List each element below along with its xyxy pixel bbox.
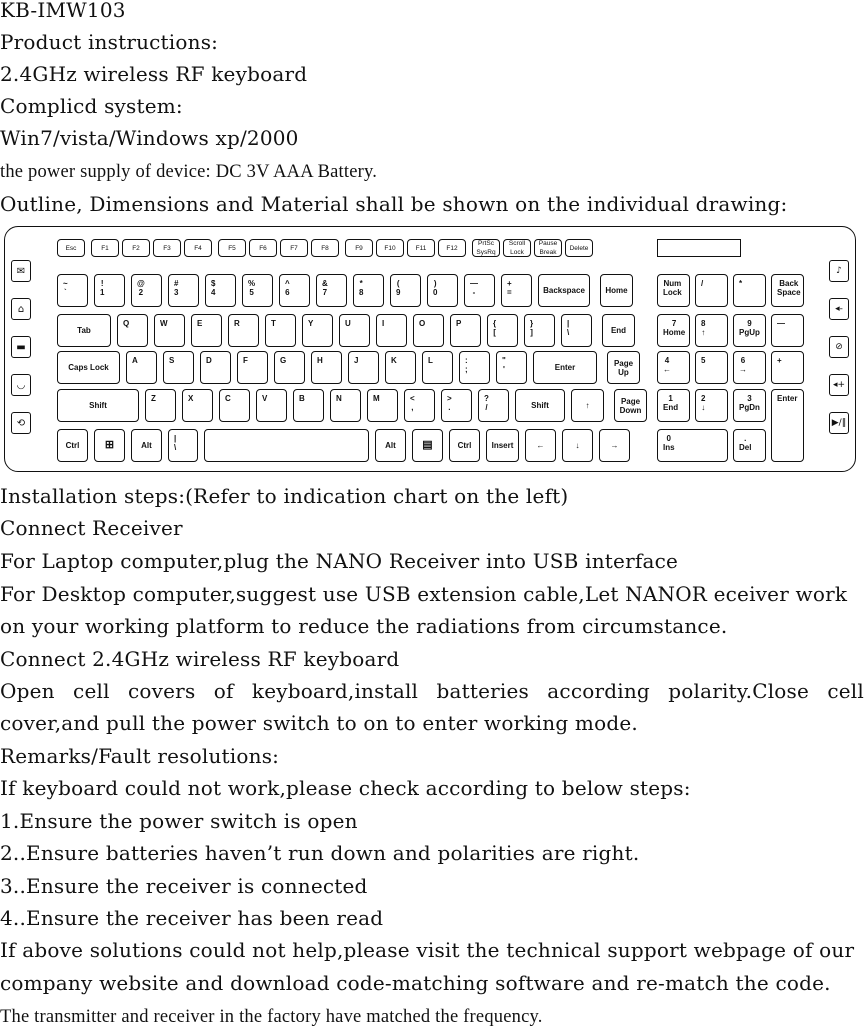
key-label: F3 <box>163 244 171 252</box>
key <box>524 314 555 347</box>
line-connect-keyboard: Connect 2.4GHz wireless RF keyboard <box>0 647 400 671</box>
key <box>94 274 125 307</box>
line-outline: Outline, Dimensions and Material shall be shown on the individual drawing: <box>0 192 788 216</box>
key-label: Q <box>123 319 130 328</box>
key-label: " ' <box>502 356 506 374</box>
key <box>131 274 162 307</box>
key <box>279 274 310 307</box>
key-label: | \ <box>174 434 177 452</box>
media-key-right: ⊘ <box>829 336 849 358</box>
key <box>293 389 324 422</box>
media-key-left: ◡ <box>11 374 31 396</box>
key <box>145 389 176 422</box>
key-label: Ctrl <box>457 441 472 450</box>
media-key-right: ▶/‖ <box>829 412 849 434</box>
numpad-key <box>733 314 766 347</box>
key <box>265 314 296 347</box>
key <box>163 351 194 384</box>
media-key-right: ♪ <box>829 260 849 282</box>
line-step-2: 2..Ensure batteries haven’t run down and polarities are right. <box>0 841 640 865</box>
indicator-panel <box>657 239 741 257</box>
key-label: I <box>382 319 385 328</box>
key-label: F1 <box>101 244 109 252</box>
key <box>496 351 527 384</box>
key-label: R <box>234 319 240 328</box>
key <box>607 351 640 384</box>
key <box>242 274 273 307</box>
function-key <box>249 239 277 257</box>
key-label: C <box>225 394 231 403</box>
key <box>390 274 421 307</box>
key-label: N <box>336 394 342 403</box>
key <box>168 274 199 307</box>
function-key <box>345 239 373 257</box>
key <box>501 274 532 307</box>
line-system-label: Complicd system: <box>0 94 183 118</box>
key-label: + <box>777 356 782 365</box>
line-above: If above solutions could not help,please visit the technical support webpage of our <box>0 938 855 962</box>
key <box>427 274 458 307</box>
line-desktop: For Desktop computer,suggest use USB extension cable,Let NANOR eceiver work <box>0 582 848 606</box>
key-label: Pause Break <box>538 240 558 256</box>
key-label: * 8 <box>359 279 364 297</box>
key <box>182 389 213 422</box>
key-label: F6 <box>259 244 267 252</box>
key-label: D <box>206 356 212 365</box>
key <box>602 314 635 347</box>
key-label: & 7 <box>322 279 328 297</box>
line-desktop-2: on your working platform to reduce the radiations from circumstance. <box>0 614 728 638</box>
key <box>339 314 370 347</box>
key <box>168 429 198 462</box>
key-label: ↓ <box>575 441 580 450</box>
media-key-left: ⌂ <box>11 298 31 320</box>
key <box>367 389 398 422</box>
key-label: Esc <box>65 244 77 252</box>
key <box>571 389 604 422</box>
line-step-3: 3..Ensure the receiver is connected <box>0 874 368 898</box>
numpad-key <box>695 274 728 307</box>
key-label: → <box>610 441 619 450</box>
key <box>525 429 556 462</box>
key <box>600 274 633 307</box>
key-label: / <box>701 279 704 288</box>
key-label: F <box>243 356 248 365</box>
key-label: Z <box>151 394 156 403</box>
numpad-key <box>771 274 804 307</box>
line-open: Open cell covers of keyboard,install batteries according polarity.Close cell <box>0 679 864 703</box>
key-label: K <box>391 356 397 365</box>
key-label: Enter <box>777 394 798 403</box>
key-label: ^ 6 <box>285 279 290 297</box>
key <box>599 429 630 462</box>
key <box>219 389 250 422</box>
key-label: Home <box>605 286 628 295</box>
line-open-2: cover,and pull the power switch to on to enter working mode. <box>0 711 638 735</box>
line-if-not: If keyboard could not work,please check according to below steps: <box>0 776 691 800</box>
keyboard-drawing <box>4 226 856 472</box>
key-label: End <box>610 326 627 335</box>
key-label: 7 Home <box>663 319 686 337</box>
function-key <box>565 239 593 257</box>
key-label: J <box>354 356 359 365</box>
key <box>404 389 435 422</box>
function-key <box>153 239 181 257</box>
key-label: ▤ <box>422 439 433 451</box>
line-model: KB-IMW103 <box>0 0 126 22</box>
key-label: Page Up <box>613 358 634 377</box>
key <box>154 314 185 347</box>
key-label: Backspace <box>543 286 585 295</box>
key <box>376 314 407 347</box>
key-label: F11 <box>415 244 427 252</box>
line-laptop: For Laptop computer,plug the NANO Receiver into USB interface <box>0 549 679 573</box>
key-label: Alt <box>141 441 152 450</box>
key <box>385 351 416 384</box>
key <box>117 314 148 347</box>
key-label: P <box>456 319 462 328</box>
function-key <box>218 239 246 257</box>
key-label: 8 ↑ <box>701 319 706 337</box>
key-label: F10 <box>384 244 396 252</box>
key <box>375 429 406 462</box>
line-remarks: Remarks/Fault resolutions: <box>0 744 280 768</box>
key-label: Alt <box>385 441 396 450</box>
key-label: ⊞ <box>104 439 115 451</box>
key <box>274 351 305 384</box>
line-install: Installation steps:(Refer to indication chart on the left) <box>0 484 569 508</box>
key-label: E <box>197 319 203 328</box>
key-label: PrtSc SysRq <box>476 240 496 256</box>
key <box>237 351 268 384</box>
key-label: 5 <box>701 356 706 365</box>
key-label: Page Down <box>619 396 642 415</box>
key-label: F5 <box>228 244 236 252</box>
numpad-key <box>657 429 728 462</box>
key-label: T <box>271 319 276 328</box>
key-label: A <box>132 356 138 365</box>
key <box>316 274 347 307</box>
key <box>126 351 157 384</box>
function-key <box>407 239 435 257</box>
key-label: $ 4 <box>211 279 216 297</box>
numpad-key <box>657 351 690 384</box>
key-label: Shift <box>531 401 549 410</box>
media-key-left: ✉ <box>11 260 31 282</box>
function-key <box>311 239 339 257</box>
line-power: the power supply of device: DC 3V AAA Battery. <box>0 162 378 182</box>
key <box>200 351 231 384</box>
key <box>311 351 342 384</box>
key-label: X <box>188 394 194 403</box>
key-label: F9 <box>355 244 363 252</box>
key <box>478 389 509 422</box>
key-label: L <box>428 356 433 365</box>
media-key-right: ◂+ <box>829 374 849 396</box>
numpad-key <box>695 314 728 347</box>
key-label: 0 Ins <box>663 434 675 452</box>
function-key <box>376 239 404 257</box>
key <box>57 351 120 384</box>
line-connect-receiver: Connect Receiver <box>0 516 183 540</box>
key-label: ~ ` <box>63 279 68 297</box>
key <box>487 314 518 347</box>
line-step-4: 4..Ensure the receiver has been read <box>0 906 384 930</box>
key <box>302 314 333 347</box>
key-label: > . <box>447 394 452 412</box>
key-label: Ctrl <box>65 441 80 450</box>
key-label: < , <box>410 394 415 412</box>
key-label: V <box>262 394 268 403</box>
key-label: : ; <box>465 356 468 374</box>
numpad-key <box>657 274 690 307</box>
key-label: 9 PgUp <box>739 319 760 337</box>
key <box>561 314 592 347</box>
line-factory: The transmitter and receiver in the factory have matched the frequency. <box>0 1007 543 1027</box>
media-key-left: ⟲ <box>11 412 31 434</box>
key <box>614 389 647 422</box>
numpad-key <box>771 351 804 384</box>
key-label: 3 PgDn <box>739 394 760 412</box>
line-system: Win7/vista/Windows xp/2000 <box>0 126 299 150</box>
line-step-1: 1.Ensure the power switch is open <box>0 809 358 833</box>
numpad-key <box>657 389 690 422</box>
key-label: @ 2 <box>137 279 145 297</box>
key-label: Num Lock <box>663 279 682 297</box>
function-key <box>503 239 531 257</box>
key <box>228 314 259 347</box>
key <box>459 351 490 384</box>
key <box>441 389 472 422</box>
key-label: W <box>160 319 168 328</box>
numpad-key <box>733 429 766 462</box>
key-label: ) 0 <box>433 279 438 297</box>
key-label: Enter <box>554 363 576 372</box>
key <box>412 429 443 462</box>
key-label: G <box>280 356 287 365</box>
numpad-key <box>733 351 766 384</box>
key-label: F2 <box>132 244 140 252</box>
key-label: — <box>777 319 785 328</box>
function-key <box>534 239 562 257</box>
key-label: } ] <box>530 319 534 337</box>
function-key <box>122 239 150 257</box>
key <box>57 274 88 307</box>
key-label: S <box>169 356 175 365</box>
key-label: Caps Lock <box>68 363 109 372</box>
key-label: Back Space <box>777 279 801 297</box>
key-label: { [ <box>493 319 497 337</box>
function-key <box>184 239 212 257</box>
key-label: ! 1 <box>100 279 105 297</box>
key <box>486 429 519 462</box>
key <box>57 429 88 462</box>
key-label: % 5 <box>248 279 256 297</box>
numpad-key <box>771 389 804 462</box>
key-label: U <box>345 319 351 328</box>
function-key <box>438 239 466 257</box>
key-label: 6 → <box>739 356 747 374</box>
line-above-2: company website and download code-matching software and re-match the code. <box>0 971 831 995</box>
key-label: H <box>317 356 323 365</box>
numpad-key <box>695 389 728 422</box>
function-key <box>280 239 308 257</box>
key-label: F4 <box>194 244 202 252</box>
key-label: + = <box>507 279 512 297</box>
key-label: 1 End <box>663 394 679 412</box>
numpad-key <box>733 389 766 422</box>
key-label: Delete <box>569 244 589 252</box>
line-product: 2.4GHz wireless RF keyboard <box>0 62 308 86</box>
key <box>533 351 597 384</box>
key-label: ? / <box>484 394 489 412</box>
key <box>256 389 287 422</box>
key-label: F8 <box>321 244 329 252</box>
key <box>464 274 495 307</box>
key-label: ← <box>536 441 545 450</box>
key-label: 4 ← <box>663 356 671 374</box>
key <box>450 314 481 347</box>
key <box>94 429 125 462</box>
key-label: M <box>373 394 380 403</box>
key-label: Y <box>308 319 314 328</box>
key-label: ( 9 <box>396 279 401 297</box>
key <box>348 351 379 384</box>
key-label: 2 ↓ <box>701 394 706 412</box>
numpad-key <box>657 314 690 347</box>
key-label: ↑ <box>585 401 590 410</box>
key-label: — - <box>470 279 478 297</box>
key <box>205 274 236 307</box>
spacebar <box>204 429 369 462</box>
key-label: Scroll Lock <box>508 240 526 256</box>
key-label: F12 <box>446 244 458 252</box>
key-label: B <box>299 394 305 403</box>
media-key-left: ▬ <box>11 336 31 358</box>
numpad-key <box>695 351 728 384</box>
key-label: Shift <box>89 401 107 410</box>
key-label: O <box>419 319 426 328</box>
key <box>413 314 444 347</box>
media-key-right: ◂- <box>829 298 849 320</box>
numpad-key <box>733 274 766 307</box>
key <box>131 429 162 462</box>
key <box>191 314 222 347</box>
key-label: Tab <box>77 326 91 335</box>
key <box>57 389 139 422</box>
function-key <box>91 239 119 257</box>
key <box>353 274 384 307</box>
key <box>538 274 590 307</box>
key-label: F7 <box>290 244 298 252</box>
key-label: Insert <box>491 441 514 450</box>
line-product-label: Product instructions: <box>0 30 219 54</box>
function-key <box>57 239 85 257</box>
key <box>562 429 593 462</box>
numpad-key <box>771 314 804 347</box>
function-key <box>472 239 500 257</box>
key-label: . Del <box>739 434 752 452</box>
key <box>330 389 361 422</box>
key-label: # 3 <box>174 279 179 297</box>
key <box>57 314 111 347</box>
key <box>449 429 480 462</box>
key-label <box>205 430 368 461</box>
key-label: | \ <box>567 319 570 337</box>
key-label: * <box>739 279 743 288</box>
key <box>515 389 565 422</box>
key <box>422 351 453 384</box>
